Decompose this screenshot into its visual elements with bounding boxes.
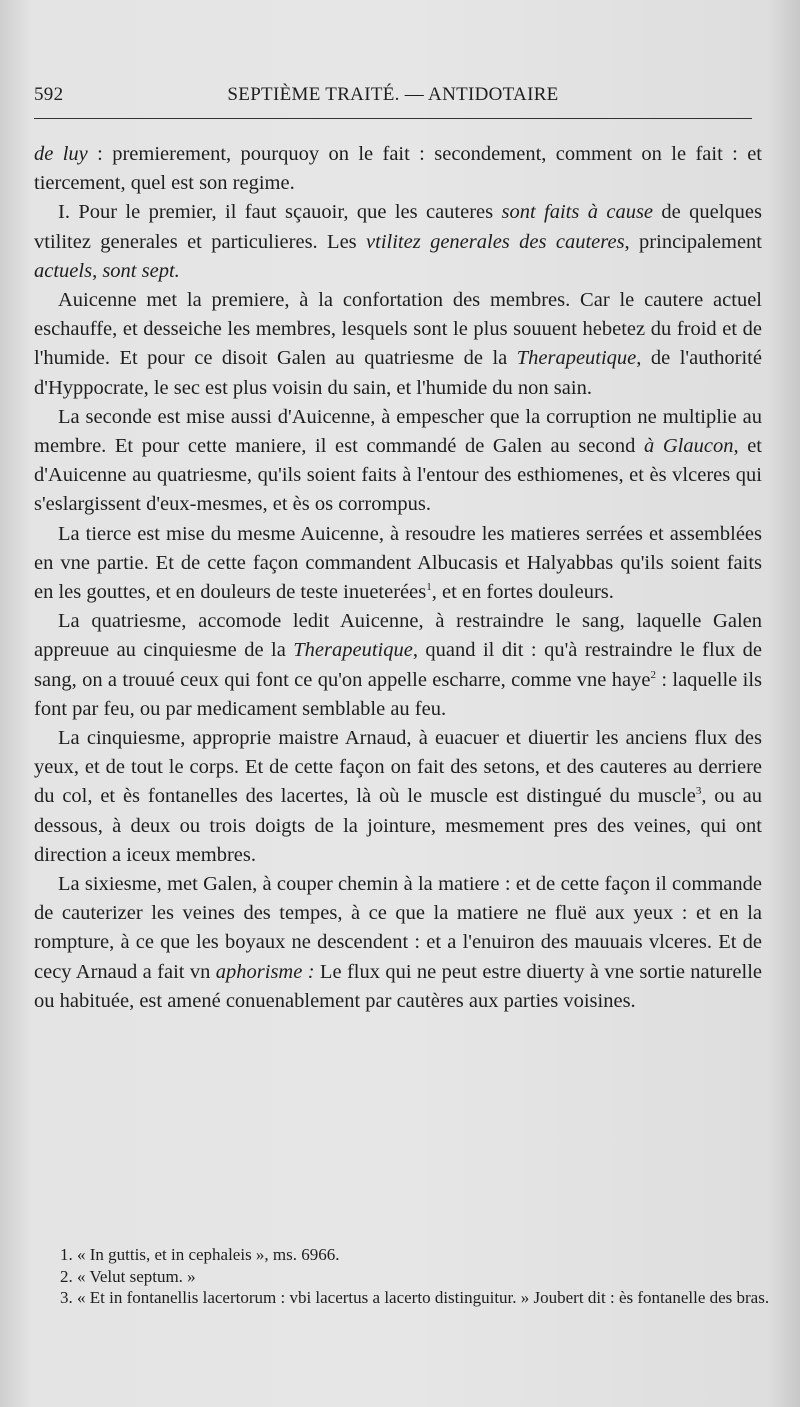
text-run: Auicenne met la premiere, à la confortation des membres. Car le cautere actuel eschauffe, et desseiche les membres, lesquels sont le plus souuent hebetez du froid et de l'humide. Et pour ce disoit Galen au quatriesme de la <box>34 289 762 370</box>
italic-text: actuels <box>34 259 93 282</box>
text-run: La cinquiesme, approprie maistre Arnaud, à euacuer et diuertir les anciens flux des yeux, et de tout le corps. Et de cette façon on fait des setons, et des cauteres au derriere du col, et ès fontanelles des lacertes, là où le muscle est distingué du muscle <box>34 727 762 808</box>
italic-text: sont sept. <box>102 259 180 282</box>
page-number: 592 <box>34 84 64 105</box>
italic-text: à Glaucon <box>643 435 734 458</box>
text-run: : laquelle ils font par feu, ou par medicament semblable au feu. <box>34 668 762 720</box>
text-run: I. Pour le premier, il faut sçauoir, que les cauteres <box>58 201 502 224</box>
italic-text: Therapeutique <box>293 639 413 662</box>
italic-text: sont faits à cause <box>501 201 654 224</box>
footnote: 3. « Et in fontanellis lacertorum : vbi lacertus a lacerto distinguitur. » Joubert dit : ès fontanelle des bras. <box>60 1288 770 1307</box>
running-title: SEPTIÈME TRAITÉ. — ANTIDOTAIRE <box>227 84 559 105</box>
italic-text: Therapeutique <box>516 347 637 370</box>
paragraph <box>34 403 762 520</box>
italic-text: de luy <box>34 143 88 165</box>
text-run: : premierement, pourquoy on le fait : secondement, comment on le fait : et tiercement, quel est son regime. <box>34 143 762 195</box>
paragraph <box>34 607 762 724</box>
text-run: de quelques vtilitez generales et particulieres. Les <box>34 201 762 253</box>
text-run: , principalement <box>624 230 762 253</box>
text-run: La tierce est mise du mesme Auicenne, à resoudre les matieres serrées et assemblées en vne partie. Et de cette façon commandent Albucasis et Halyabbas qu'ils soient faits en les gouttes, et en douleurs de teste inueterées <box>34 522 762 604</box>
text-run: , <box>92 259 103 282</box>
text-run: , et en fortes douleurs. <box>431 581 614 604</box>
text-run: , ou au dessous, à deux ou trois doigts de la jointure, mesmement pres des veines, qui ont direction a iceux membres. <box>34 785 762 866</box>
running-head <box>34 84 752 110</box>
paragraph <box>34 520 762 608</box>
paragraph <box>34 198 762 286</box>
paragraph <box>34 870 762 1016</box>
footnote-ref: 2 <box>650 668 656 681</box>
text-run: La sixiesme, met Galen, à couper chemin à la matiere : et de cette façon il commande de cauterizer les veines des tempes, à ce que la matiere ne fluë aux yeux : et en la rompture, à ce que les boyaux ne descendent : et a l'enuiron des mauuais vlceres. Et de cecy Arnaud a fait vn <box>34 873 762 983</box>
body-text <box>34 140 762 1016</box>
text-run: , et d'Auicenne au quatriesme, qu'ils soient faits à l'entour des esthiomenes, et ès vlceres qui s'eslargissent d'eux-mesmes, et ès os corrompus. <box>34 435 762 516</box>
text-run: La quatriesme, accomode ledit Auicenne, à restraindre le sang, laquelle Galen appreuue au cinquiesme de la <box>34 610 762 662</box>
footnote-ref: 3 <box>695 785 702 798</box>
footnote: 1. « In guttis, et in cephaleis », ms. 6966. <box>60 1245 340 1264</box>
footnote-ref: 1 <box>426 581 432 594</box>
italic-text: aphorisme : <box>215 960 315 983</box>
paragraph <box>34 140 762 198</box>
text-run: , quand il dit : qu'à restraindre le flux de sang, on a trouué ceux qui font ce qu'on appelle escharre, comme vne haye <box>34 639 762 691</box>
footnote: 2. « Velut septum. » <box>60 1266 196 1286</box>
paragraph <box>34 724 762 870</box>
paragraph <box>34 286 762 403</box>
text-run: Le flux qui ne peut estre diuerty à vne sortie naturelle ou habituée, est amené conuenablement par cautères aux parties voisines. <box>34 960 763 1012</box>
footnotes <box>34 1244 774 1309</box>
header-rule <box>34 118 752 119</box>
text-run: La seconde est mise aussi d'Auicenne, à empescher que la corruption ne multiplie au membre. Et pour cette maniere, il est commandé de Galen au second <box>34 405 762 458</box>
text-run: , de l'authorité d'Hyppocrate, le sec est plus voisin du sain, et l'humide du non sain. <box>34 347 762 399</box>
italic-text: vtilitez generales des cauteres <box>366 230 625 253</box>
